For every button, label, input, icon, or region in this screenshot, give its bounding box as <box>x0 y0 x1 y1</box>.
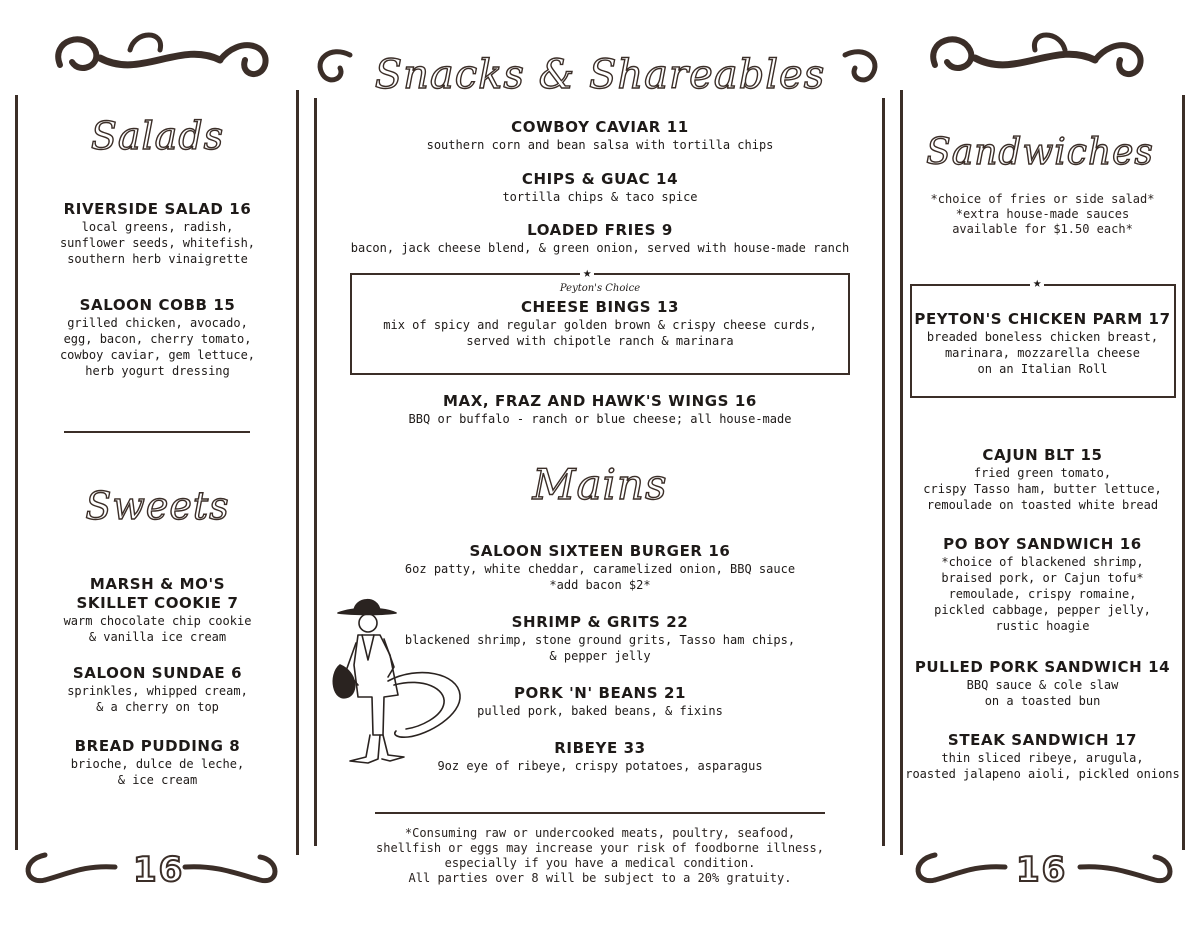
item-description: remoulade, crispy romaine, <box>948 587 1137 601</box>
item-name: RIBEYE 33 <box>554 739 646 757</box>
item-description: & a cherry on top <box>96 700 219 714</box>
item-description: 6oz patty, white cheddar, caramelized onion, BBQ sauce <box>404 562 796 576</box>
note-line: *extra house-made sauces <box>955 207 1130 221</box>
menu-item-pulled-pork <box>905 658 1180 709</box>
item-description: on a toasted bun <box>984 694 1101 708</box>
note-line: *choice of fries or side salad* <box>930 192 1155 206</box>
item-name: RIVERSIDE SALAD 16 <box>63 200 252 218</box>
footer-divider <box>375 812 825 814</box>
item-description: on an Italian Roll <box>977 362 1108 376</box>
disclaimer-line: All parties over 8 will be subject to a 20% gratuity. <box>408 871 792 885</box>
item-description: southern corn and bean salsa with tortilla chips <box>426 138 774 152</box>
menu-item-chips-guac <box>320 170 880 205</box>
snacks-heading: Snacks & Shareables <box>374 52 826 98</box>
star-icon: ★ <box>580 266 594 280</box>
item-description: rustic hoagie <box>995 619 1090 633</box>
salads-heading: Salads <box>90 114 225 158</box>
item-description: roasted jalapeno aioli, pickled onions <box>905 767 1180 781</box>
star-icon: ★ <box>1030 276 1044 290</box>
item-description: & vanilla ice cream <box>88 630 227 644</box>
mains-heading: Mains <box>532 460 668 509</box>
item-description: fried green tomato, <box>973 466 1112 480</box>
item-description: remoulade on toasted white bread <box>926 498 1159 512</box>
item-name: SALOON COBB 15 <box>79 296 236 314</box>
item-name: CHEESE BINGS 13 <box>520 298 680 316</box>
item-description: BBQ sauce & cole slaw <box>966 678 1119 692</box>
page-number-right: 16 <box>1016 850 1068 890</box>
item-description: crispy Tasso ham, butter lettuce, <box>923 482 1162 496</box>
item-description: southern herb vinaigrette <box>67 252 248 266</box>
menu-item-chicken-parm <box>905 310 1180 377</box>
item-description: cowboy caviar, gem lettuce, <box>59 348 256 362</box>
item-description: brioche, dulce de leche, <box>70 757 245 771</box>
menu-item-bread-pudding <box>25 737 290 788</box>
item-name: CAJUN BLT 15 <box>982 446 1103 464</box>
item-description: pulled pork, baked beans, & fixins <box>477 704 723 718</box>
item-description: breaded boneless chicken breast, <box>926 330 1159 344</box>
item-description: sunflower seeds, whitefish, <box>59 236 256 250</box>
scroll-ornament-top-right <box>915 20 1155 90</box>
footer-disclaimer <box>320 826 880 886</box>
item-description: braised pork, or Cajun tofu* <box>941 571 1144 585</box>
item-description: marinara, mozzarella cheese <box>944 346 1141 360</box>
cowboy-illustration <box>328 585 468 770</box>
item-description: bacon, jack cheese blend, & green onion, served with house-made ranch <box>350 241 850 255</box>
item-name: PULLED PORK SANDWICH 14 <box>914 658 1171 676</box>
scroll-ornament-top-left <box>40 20 280 90</box>
menu-item-saloon-sundae <box>25 664 290 715</box>
menu-item-cowboy-caviar <box>320 118 880 153</box>
item-description: herb yogurt dressing <box>85 364 230 378</box>
frame-line-right-outer <box>1182 95 1185 850</box>
item-description: grilled chicken, avocado, <box>67 316 248 330</box>
item-name: COWBOY CAVIAR 11 <box>511 118 689 136</box>
item-description: tortilla chips & taco spice <box>502 190 698 204</box>
item-name: PORK 'N' BEANS 21 <box>513 684 687 702</box>
item-name: MARSH & MO'S <box>89 575 226 593</box>
item-description: *choice of blackened shrimp, <box>941 555 1144 569</box>
item-name: CHIPS & GUAC 14 <box>521 170 679 188</box>
disclaimer-line: shellfish or eggs may increase your risk of foodborne illness, <box>376 841 824 855</box>
item-description: thin sliced ribeye, arugula, <box>941 751 1144 765</box>
frame-line-left-inner <box>296 90 299 855</box>
item-description: pickled cabbage, pepper jelly, <box>934 603 1151 617</box>
section-divider <box>64 431 250 433</box>
item-description: BBQ or buffalo - ranch or blue cheese; all house-made <box>408 412 792 426</box>
menu-item-steak-sandwich <box>905 731 1180 782</box>
menu-item-po-boy <box>905 535 1180 634</box>
item-name: SALOON SUNDAE 6 <box>72 664 243 682</box>
menu-item-wings <box>320 392 880 427</box>
frame-line-center-right <box>882 98 885 846</box>
item-name: SKILLET COOKIE 7 <box>76 594 239 612</box>
menu-item-riverside-salad <box>25 200 290 267</box>
item-description: blackened shrimp, stone ground grits, Tasso ham chips, <box>404 633 796 647</box>
sandwiches-heading: Sandwiches <box>926 132 1154 173</box>
featured-label: Peyton's Choice <box>559 283 641 294</box>
item-description: local greens, radish, <box>81 220 234 234</box>
item-description: *add bacon $2* <box>549 578 651 592</box>
item-description: sprinkles, whipped cream, <box>67 684 248 698</box>
disclaimer-line: *Consuming raw or undercooked meats, poultry, seafood, <box>404 826 796 840</box>
frame-line-left-outer <box>15 95 18 850</box>
item-name: PEYTON'S CHICKEN PARM 17 <box>914 310 1171 328</box>
frame-line-right-inner <box>900 90 903 855</box>
item-description: mix of spicy and regular golden brown & crispy cheese curds, <box>383 318 817 332</box>
item-name: MAX, FRAZ AND HAWK'S WINGS 16 <box>443 392 757 410</box>
menu-item-skillet-cookie <box>25 575 290 645</box>
item-description: egg, bacon, cherry tomato, <box>63 332 252 346</box>
menu-item-cajun-blt <box>905 446 1180 513</box>
note-line: available for $1.50 each* <box>952 222 1133 236</box>
item-name: STEAK SANDWICH 17 <box>947 731 1138 749</box>
item-name: BREAD PUDDING 8 <box>74 737 241 755</box>
item-name: SHRIMP & GRITS 22 <box>511 613 689 631</box>
item-name: LOADED FRIES 9 <box>527 221 673 239</box>
sweets-heading: Sweets <box>85 484 230 528</box>
item-description: 9oz eye of ribeye, crispy potatoes, asparagus <box>437 759 763 773</box>
item-description: & pepper jelly <box>549 649 651 663</box>
item-description: served with chipotle ranch & marinara <box>466 334 734 348</box>
item-description: warm chocolate chip cookie <box>63 614 252 628</box>
menu-item-saloon-cobb <box>25 296 290 379</box>
page-number-left: 16 <box>133 850 185 890</box>
menu-item-cheese-bings <box>352 283 848 349</box>
frame-line-center-left <box>314 98 317 846</box>
item-name: PO BOY SANDWICH 16 <box>943 535 1142 553</box>
item-name: SALOON SIXTEEN BURGER 16 <box>469 542 731 560</box>
sandwich-notes <box>905 192 1180 237</box>
item-description: & ice cream <box>117 773 198 787</box>
menu-item-loaded-fries <box>320 221 880 256</box>
disclaimer-line: especially if you have a medical condition. <box>444 856 756 870</box>
